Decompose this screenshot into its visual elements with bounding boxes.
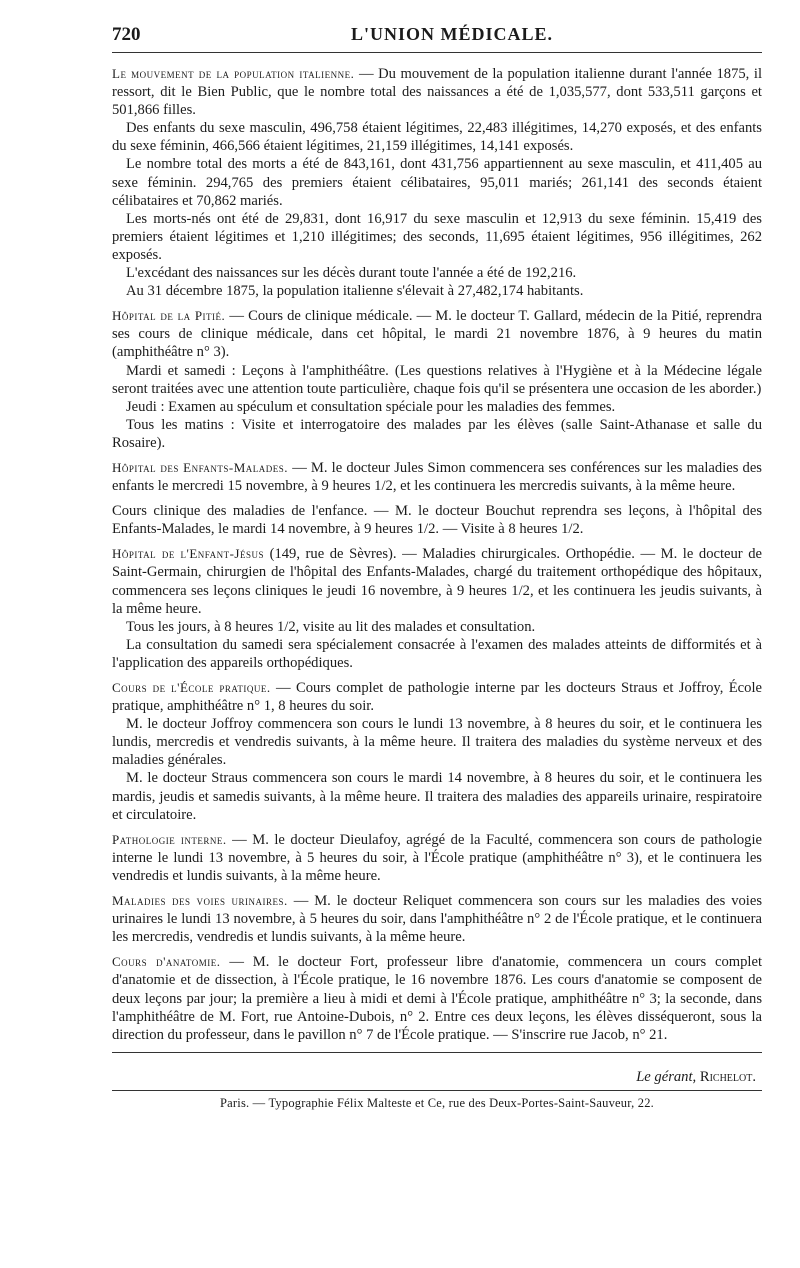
article-paragraph — [112, 618, 762, 636]
article-paragraph — [112, 362, 762, 398]
article-heading: Pathologie interne. — [112, 831, 227, 847]
articles-column — [112, 65, 762, 1044]
article-heading: Hôpital de la Pitié. — [112, 308, 226, 324]
paragraph-text: (149, rue de Sèvres). — Maladies chirurgicales. Orthopédie. — M. le docteur de Saint-Germain, chirurgien de l'hôpital des Enfants-Malades, chargé du traitement orthopédique des hôpitaux, commencera ses leçons cliniques le jeudi 16 novembre, à 9 heures 1/2, et les continuera les jeudis suivants, à la même heure. — [112, 546, 763, 617]
paragraph-text: L'excédant des naissances sur les décès durant toute l'année a été de 192,216. — [126, 265, 577, 282]
article — [112, 65, 762, 300]
signature-name: Richelot. — [699, 1068, 756, 1085]
paragraph-text: Des enfants du sexe masculin, 496,758 étaient légitimes, 22,483 illégitimes, 14,270 exposés, et des enfants du sexe féminin, 466,566 étaient légitimes, 21,159 illégitimes, 14,141 exposés. — [112, 120, 762, 155]
page-header — [112, 22, 762, 53]
article-paragraph — [112, 155, 762, 209]
paragraph-text: — M. le docteur Jules Simon commencera ses conférences sur les maladies des enfants le mercredi 15 novembre, à 9 heures 1/2, et les continuera les mercredis suivants, à la même heure. — [112, 459, 762, 495]
paragraph-text: — Cours de clinique médicale. — M. le docteur T. Gallard, médecin de la Pitié, reprendra ses cours de clinique médicale, dans cet hôpital, le mardi 21 novembre 1876, à 9 heures du matin (amphithéâtre n° 3). — [112, 308, 762, 361]
article-paragraph — [112, 210, 762, 264]
paragraph-text: Tous les jours, à 8 heures 1/2, visite au lit des malades et consultation. — [126, 618, 536, 635]
signature-label: Le gérant, — [636, 1068, 697, 1085]
article-heading: Hôpital de l'Enfant-Jésus — [112, 546, 265, 562]
paragraph-text: — M. le docteur Reliquet commencera son cours sur les maladies des voies urinaires le lundi 13 novembre, à 5 heures du soir, dans l'amphithéâtre n° 2 de l'École pratique, et le continuera les mercredis, vendredis et lundis suivants, à la même heure. — [112, 893, 762, 946]
paragraph-text: M. le docteur Joffroy commencera son cours le lundi 13 novembre, à 8 heures du soir, et le continuera les lundis, mercredis et vendredis suivants, à la même heure. Il traitera des maladies du système nerveux et des maladies générales. — [112, 716, 762, 769]
article-paragraph — [112, 307, 762, 361]
paragraph-text: La consultation du samedi sera spécialement consacrée à l'examen des malades atteints de difformités et à l'application des appareils orthopédiques. — [112, 636, 762, 671]
article — [112, 892, 762, 946]
paragraph-text: Mardi et samedi : Leçons à l'amphithéâtre. (Les questions relatives à l'Hygiène et à la Médecine légale seront traitées avec une attention toute particulière, chaque fois qu'il se présentera une occasion de les aborder.) — [112, 362, 762, 397]
article — [112, 307, 762, 452]
paragraph-text: Tous les matins : Visite et interrogatoire des malades par les élèves (salle Saint-Athanase et salle du Rosaire). — [112, 416, 762, 451]
paragraph-text: — M. le docteur Dieulafoy, agrégé de la Faculté, commencera son cours de pathologie interne le lundi 13 novembre, à 5 heures du soir, à l'École pratique (amphithéâtre n° 3), et le continuera les vendredis et lundis suivants, à la même heure. — [112, 831, 763, 884]
imprint-divider — [112, 1090, 762, 1091]
article-paragraph — [112, 459, 762, 495]
page-number: 720 — [112, 24, 141, 45]
article-paragraph — [112, 545, 762, 617]
article — [112, 953, 762, 1043]
printer-imprint: Paris. — Typographie Félix Malteste et Ce, rue des Deux-Portes-Saint-Sauveur, 22. — [220, 1095, 654, 1110]
article — [112, 831, 762, 885]
article-paragraph — [112, 679, 762, 715]
article-paragraph — [112, 715, 762, 769]
article — [112, 502, 762, 538]
article — [112, 459, 762, 495]
article-paragraph — [112, 398, 762, 416]
journal-title: L'UNION MÉDICALE. — [350, 24, 554, 44]
signature — [112, 1069, 762, 1086]
article — [112, 545, 762, 672]
article-paragraph — [112, 282, 762, 300]
article — [112, 679, 762, 824]
paragraph-text: Au 31 décembre 1875, la population italienne s'élevait à 27,482,174 habitants. — [126, 283, 584, 300]
article-heading: Cours d'anatomie. — [112, 954, 221, 970]
paragraph-text: — Cours complet de pathologie interne par les docteurs Straus et Joffroy, École pratique, amphithéâtre n° 1, 8 heures du soir. — [112, 680, 762, 715]
article-paragraph — [112, 502, 762, 538]
article-paragraph — [112, 65, 762, 119]
footer-divider — [112, 1052, 762, 1053]
paragraph-text: Le nombre total des morts a été de 843,161, dont 431,756 appartiennent au sexe masculin, et 411,405 au sexe féminin. 294,765 des premiers étaient célibataires, 95,011 mariés; 261,141 des seconds étaient célibataires et 70,862 mariés. — [112, 156, 762, 209]
article-paragraph — [112, 831, 762, 885]
article-heading: Hôpital des Enfants-Malades. — [112, 459, 289, 475]
article-paragraph — [112, 119, 762, 155]
paragraph-text: M. le docteur Straus commencera son cours le mardi 14 novembre, à 8 heures du soir, et le continuera les mardis, jeudis et samedis suivants, à la même heure. Il traitera des maladies des appareils urinaire, respiratoire et circulatoire. — [112, 770, 762, 823]
article-paragraph — [112, 416, 762, 452]
article-paragraph — [112, 953, 762, 1043]
paragraph-text: Jeudi : Examen au spéculum et consultation spéciale pour les maladies des femmes. — [126, 398, 616, 415]
article-paragraph — [112, 264, 762, 282]
article-heading: Maladies des voies urinaires. — [112, 893, 288, 909]
paragraph-text: Cours clinique des maladies de l'enfance. — M. le docteur Bouchut reprendra ses leçons, à l'hôpital des Enfants-Malades, le mardi 14 novembre, à 9 heures 1/2. — Visite à 8 heures 1/2. — [112, 503, 762, 538]
article-heading: Le mouvement de la population italienne. — [112, 66, 355, 81]
paragraph-text: — M. le docteur Fort, professeur libre d'anatomie, commencera un cours complet d'anatomie et de dissection, à l'École pratique, le 16 novembre 1876. Les cours d'anatomie se composent de deux leçons par jour; la première a lieu à midi et demi à l'École pratique, amphithéâtre n° 3; la seconde, dans l'amphithéâtre de M. Fort, rue Antoine-Dubois, n° 2. Entre ces deux leçons, les élèves disséqueront, sous la direction du professeur, dans le pavillon n° 7 de l'École pratique. — S'inscrire rue Jacob, n° 21. — [112, 954, 762, 1043]
article-paragraph — [112, 892, 762, 946]
article-paragraph — [112, 636, 762, 672]
article-paragraph — [112, 769, 762, 823]
article-heading: Cours de l'École pratique. — [112, 680, 271, 695]
paragraph-text: Les morts-nés ont été de 29,831, dont 16,917 du sexe masculin et 12,913 du sexe féminin. 15,419 des premiers étaient légitimes et 1,210 illégitimes; des seconds, 11,695 étaient légitimes, 956 illégitimes, 262 exposés. — [112, 210, 762, 263]
paragraph-text: — Du mouvement de la population italienne durant l'année 1875, il ressort, dit le Bien Public, que le nombre total des naissances a été de 1,035,577, dont 533,511 garçons et 501,866 filles. — [112, 66, 762, 119]
